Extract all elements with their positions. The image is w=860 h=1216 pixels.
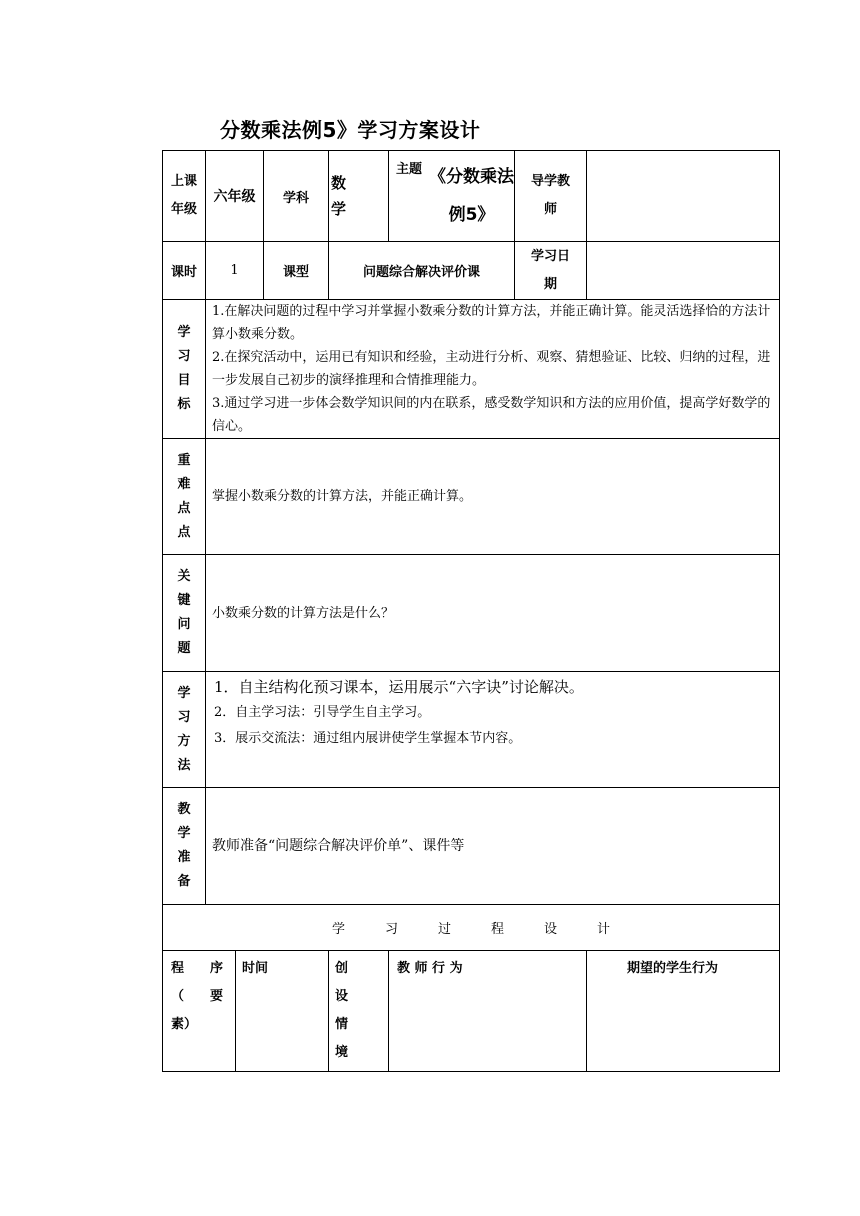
- preparation-label: 教学准备: [163, 788, 206, 905]
- method-item: 1．自主结构化预习课本，运用展示“六字诀”讨论解决。: [214, 678, 584, 696]
- date-label: 学习日期: [515, 242, 587, 300]
- topic-value: 《分数乘法例5》: [429, 167, 514, 225]
- preparation-content: 教师准备“问题综合解决评价单”、课件等: [206, 788, 780, 905]
- objective-item: 2.在探究活动中，运用已有知识和经验，主动进行分析、观察、猜想验证、比较、归纳的过程，进一步发展自己初步的演绎推理和合情推理能力。: [212, 350, 771, 388]
- method-item: 3．展示交流法：通过组内展讲使学生掌握本节内容。: [214, 731, 522, 746]
- scenario-header: 创设情境: [329, 951, 389, 1072]
- topic-cell: [389, 151, 515, 242]
- subject-value: 数学: [329, 151, 389, 242]
- objectives-content: [206, 300, 780, 439]
- banner-char: 学: [331, 922, 345, 937]
- teacher-value: [587, 151, 780, 242]
- banner-char: 习: [384, 922, 398, 937]
- type-label: 课型: [264, 242, 329, 300]
- procedure-header: 程 序（ 要素）: [163, 951, 236, 1072]
- hours-value: 1: [206, 242, 264, 300]
- grade-label: 上课年级: [163, 151, 206, 242]
- key-difficult-content: 掌握小数乘分数的计算方法，并能正确计算。: [206, 439, 780, 555]
- hours-label: 课时: [163, 242, 206, 300]
- grade-value: 六年级: [206, 151, 264, 242]
- method-item: 2．自主学习法：引导学生自主学习。: [214, 705, 431, 720]
- key-question-content: 小数乘分数的计算方法是什么？: [206, 555, 780, 672]
- key-difficult-label: 重难点点: [163, 439, 206, 555]
- banner-char: 计: [597, 922, 611, 937]
- process-banner: [163, 905, 780, 951]
- methods-content: [206, 672, 780, 788]
- key-question-label: 关键问题: [163, 555, 206, 672]
- subject-label: 学科: [264, 151, 329, 242]
- plan-table: [162, 150, 780, 1072]
- topic-label: 主题: [395, 162, 422, 177]
- banner-char: 程: [491, 922, 505, 937]
- banner-char: 过: [437, 922, 451, 937]
- page-title: 分数乘法例5》学习方案设计: [220, 118, 481, 142]
- objective-item: 1.在解决问题的过程中学习并掌握小数乘分数的计算方法，并能正确计算。能灵活选择恰的方法计算小数乘分数。: [212, 304, 771, 342]
- student-behavior-header: 期望的学生行为: [587, 951, 780, 1072]
- methods-label: 学习方法: [163, 672, 206, 788]
- banner-char: 设: [544, 922, 558, 937]
- objective-item: 3.通过学习进一步体会数学知识间的内在联系，感受数学知识和方法的应用价值，提高学好数学的信心。: [212, 396, 771, 434]
- type-value: 问题综合解决评价课: [329, 242, 515, 300]
- objectives-label: 学习目标: [163, 300, 206, 439]
- date-value: [587, 242, 780, 300]
- teacher-behavior-header: 教 师 行 为: [389, 951, 587, 1072]
- teacher-label: 导学教师: [515, 151, 587, 242]
- time-header: 时间: [236, 951, 329, 1072]
